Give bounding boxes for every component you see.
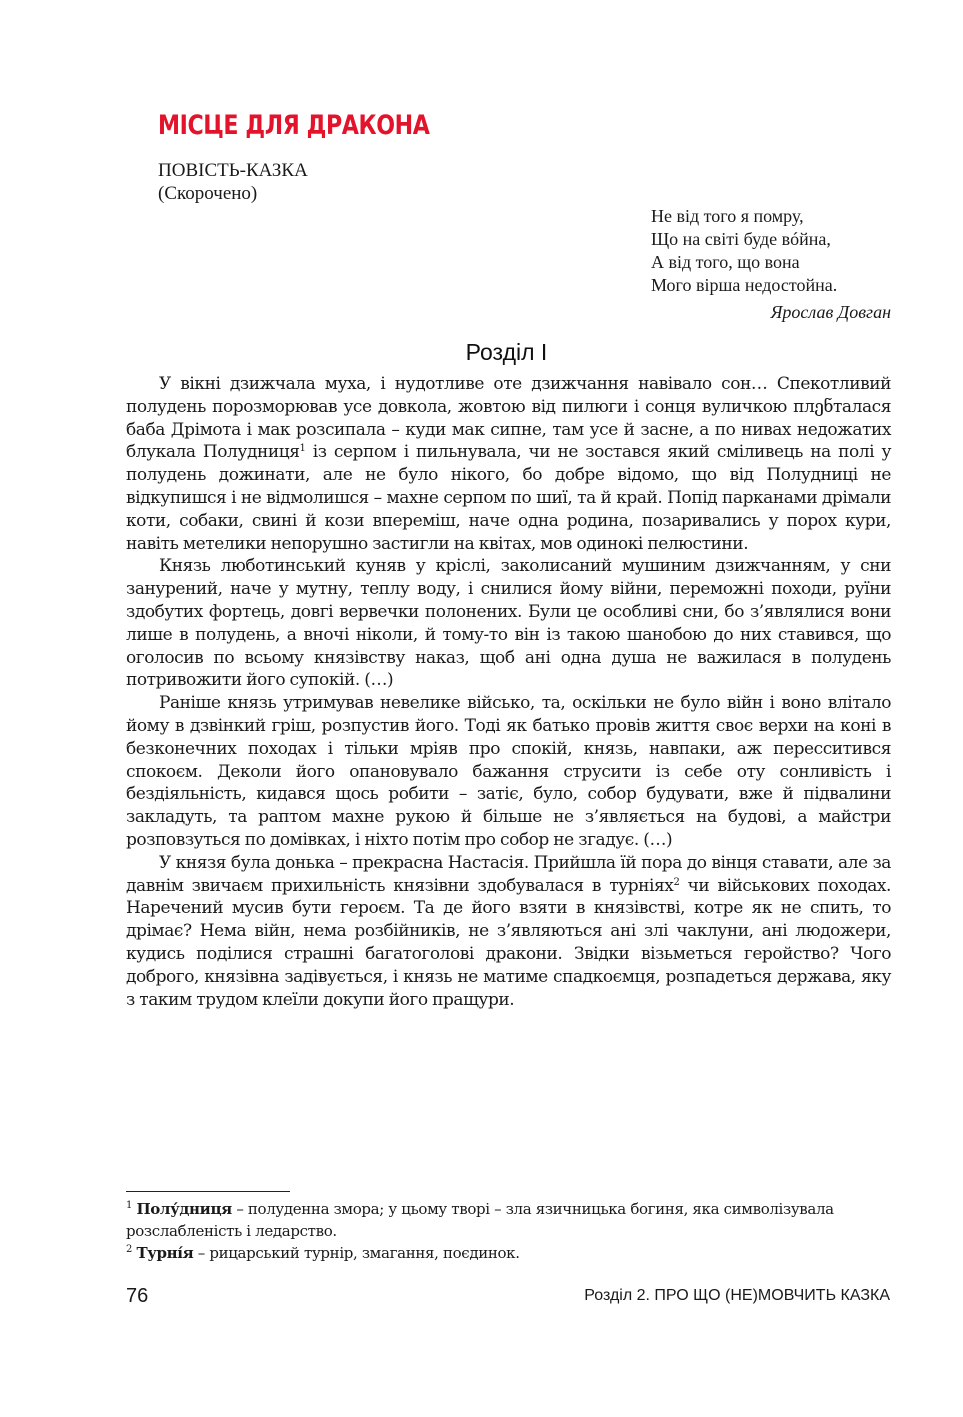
- paragraph-text: чи військових походах. Наречений мусив бути героєм. Та де його взяти в князівстві, котре як не спить, то дрімає? Нема війн, нема розбійників, не з’являються ані злі чаклуни, ані людожери, кудись поділися страшні багатоголові дракони. Звідки візьметься геройство? Чого доброго, князівна задівується, і князь не матиме спадкоємця, розпадеться держава, яку з таким трудом клеїли докупи його пращури.: [126, 875, 891, 1010]
- epigraph: [651, 205, 891, 324]
- running-footer: Розділ 2. ПРО ЩО (НЕ)МОВЧИТЬ КАЗКА: [584, 1287, 890, 1304]
- footnote-definition: – рицарський турнір, змагання, поєдинок.: [193, 1244, 520, 1262]
- paragraph: [126, 852, 891, 1012]
- abridged-note: (Скорочено): [158, 183, 258, 204]
- epigraph-line: Мого вірша недостойна.: [651, 275, 838, 295]
- footnote-number: 2: [126, 1244, 133, 1255]
- page-number: 76: [126, 1285, 149, 1307]
- paragraph-text: із серпом і пильнувала, чи не зостався який сміливець на полі у полудень дожинати, але не було нікого, бо добре відомо, що від Полудниці не відкупишся і не відмолишся – махне серпом по шиї, та й край. Попід парканами дрімали коти, собаки, свині й кози впереміш, наче одна родина, позаривались у порох кури, навіть метелики непорушно застигли на квітах, мов одинокі пелюстини.: [126, 442, 891, 554]
- footnote: [126, 1242, 891, 1264]
- paragraph: [126, 555, 891, 692]
- epigraph-line: А від того, що вона: [651, 252, 800, 272]
- story-body: [126, 373, 891, 1011]
- footnote-number: 1: [126, 1200, 133, 1211]
- footnote-definition: – полуденна змора; у цьому творі – зла язичницька богиня, яка символізувала розслабленість і ледарство.: [126, 1200, 834, 1240]
- paragraph: [126, 373, 891, 555]
- section-heading: Розділ І: [465, 339, 548, 365]
- story-genre: ПОВІСТЬ-КАЗКА: [158, 160, 308, 181]
- paragraph-text: У князя була донька – прекрасна Настасія. Прийшла їй пора до вінця ставати, але за давнім звичаєм прихильність князівни здобувалася в турніях: [126, 852, 891, 896]
- footnotes: [126, 1198, 891, 1264]
- paragraph-text: Князь люботинський куняв у кріслі, заколисаний мушиним дзижчанням, у сни занурений, наче у мутну, теплу воду, і снилися йому війни, переможні походи, руїни здобутих фортець, довгі вервечки полонених. Були це особливі сни, бо з’являлися вони лише в полудень, а вночі ніколи, й тому-то він із такою шанобою до них ставився, що оголосив по всьому князівству наказ, щоб ані одна душа не важилася в полудень потривожити його супокій. (…): [126, 556, 891, 691]
- epigraph-line: Не від того я помру,: [651, 206, 804, 226]
- paragraph-text: У вікні дзижчала муха, і нудотливе оте дзижчання навівало сон… Спекотливий полудень порозморював усе довкола, жовтою від пилюги і сонця вуличкою плენталася баба Дрімота і мак розсипала – куди мак сипне, там усе й засне, а по нивах недожатих блукала Полудниця: [126, 374, 891, 463]
- footnote-term: Полу́дниця: [136, 1200, 232, 1218]
- footnote: [126, 1198, 891, 1242]
- epigraph-line: Що на світі буде вóйна,: [651, 229, 831, 249]
- paragraph: [126, 692, 891, 852]
- epigraph-author: Ярослав Довган: [770, 302, 891, 322]
- paragraph-text: Раніше князь утримував невелике військо, та, оскільки не було війн і воно влітало йому в дзвінкий гріш, розпустив його. Тоді як батько провів життя своє верхи на коні в безконечних походах і тільки мріяв про спокій, князь, навпаки, аж пересситився спокоєм. Деколи його опановувало бажання струсити із себе оту сонливість і бездіяльність, кидався щось робити – затіє, було, собор будувати, вже й підвалини закладуть, та раптом махне рукою й більше не з’являється на будові, а майстри розповзуться по домівках, і ніхто потім про собор не згадує. (…): [126, 693, 891, 850]
- footnote-ref: 1: [299, 443, 306, 455]
- footnote-ref: 2: [673, 876, 680, 888]
- footnote-term: Турні́я: [136, 1244, 194, 1262]
- footnote-divider: [126, 1191, 290, 1192]
- story-title: МІСЦЕ ДЛЯ ДРАКОНА: [158, 110, 430, 141]
